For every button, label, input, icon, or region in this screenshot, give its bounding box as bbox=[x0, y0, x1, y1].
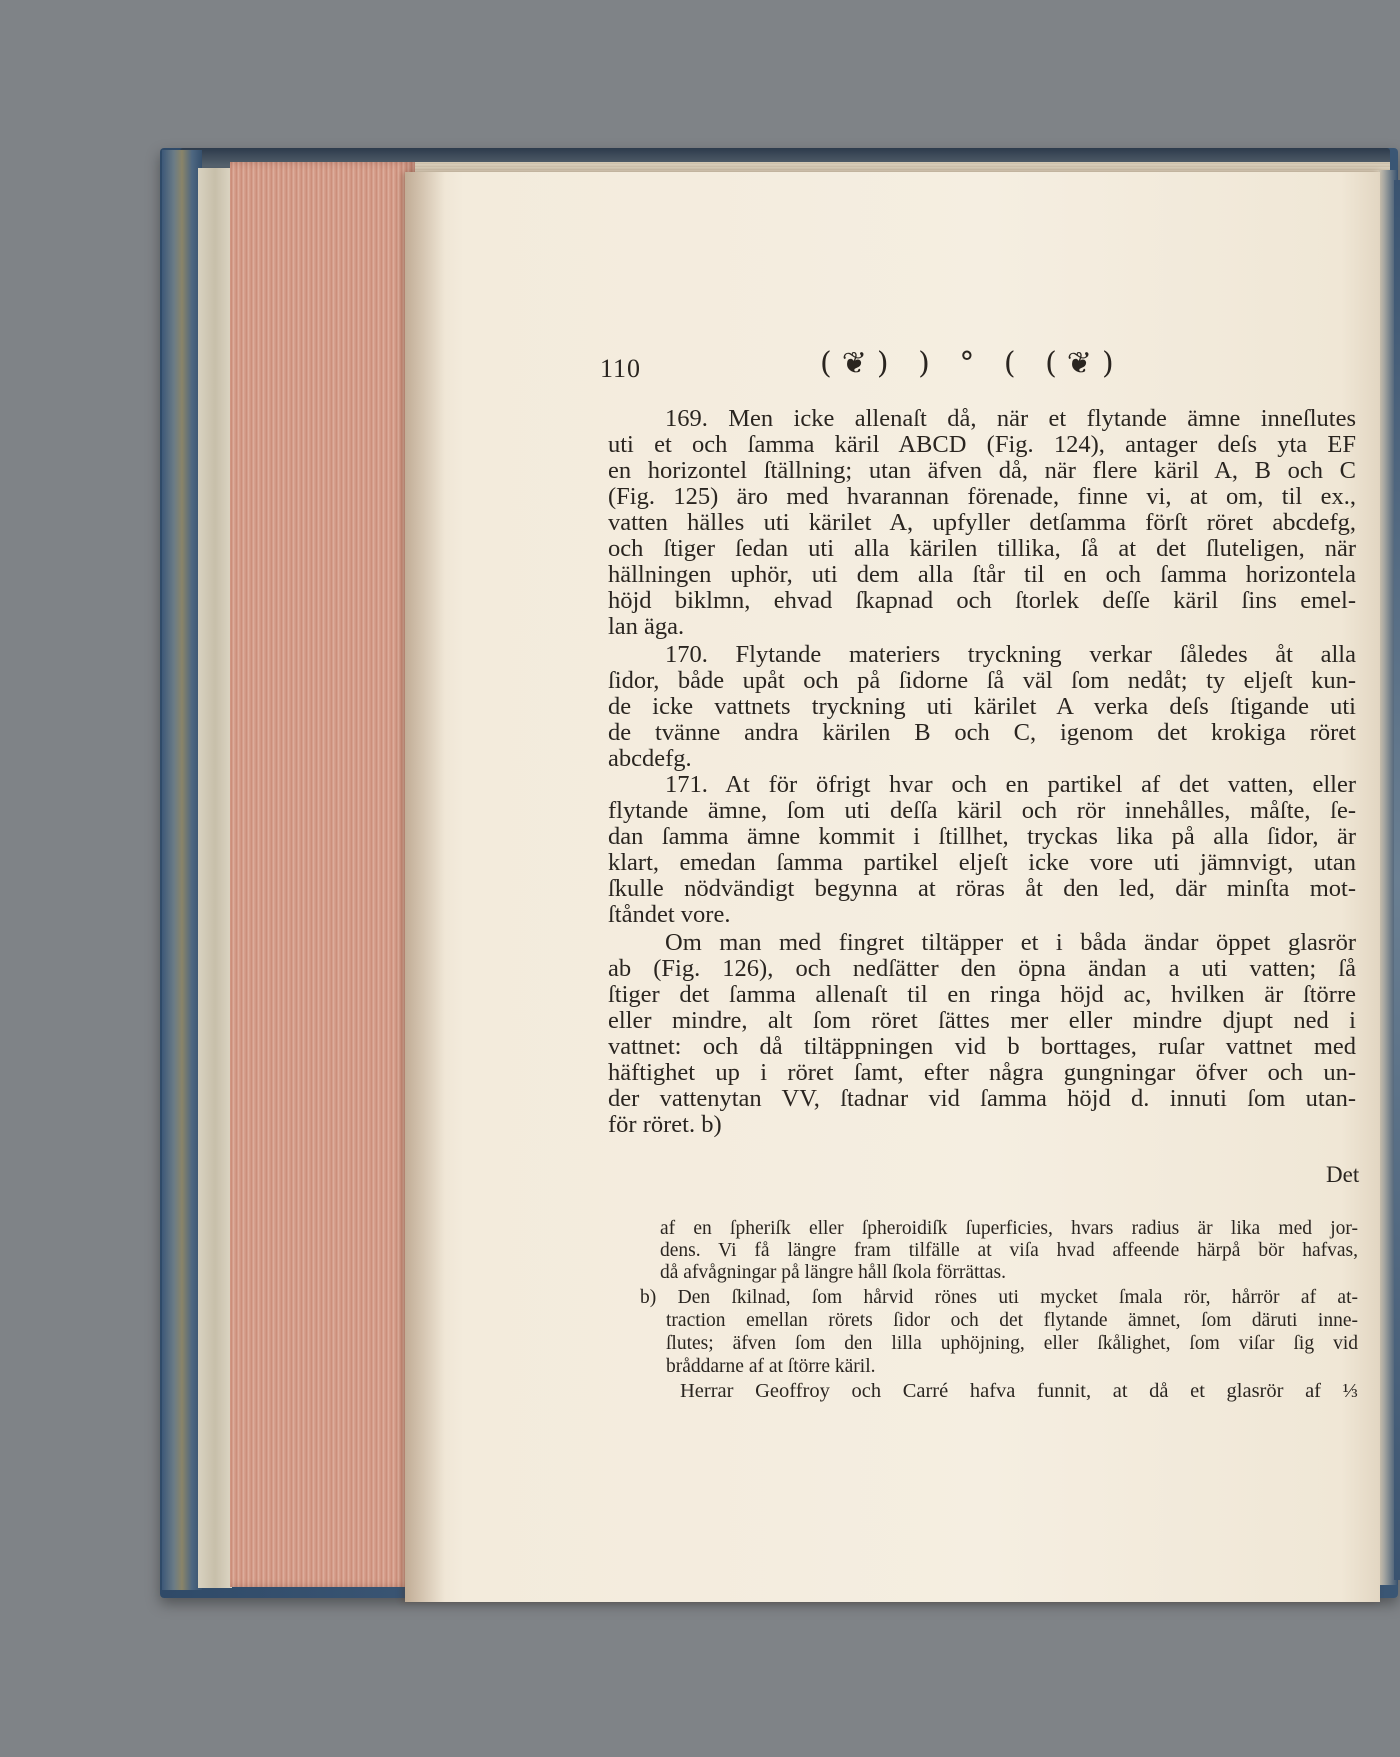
endpaper bbox=[198, 168, 232, 1588]
body-line: en horizontel ſtällning; utan äfven då, när flere käril A, B och C bbox=[608, 457, 1356, 484]
body-line: klart, emedan ſamma partikel eljeſt icke vore uti jämnvigt, utan bbox=[608, 849, 1356, 876]
page-number: 110 bbox=[600, 354, 642, 383]
catchword: Det bbox=[1326, 1162, 1360, 1187]
footnote-line: af en ſpheriſk eller ſpheroidiſk ſuperficies, hvars radius är lika med jor- bbox=[660, 1218, 1358, 1239]
body-line: 170. Flytande materiers tryckning verkar ſåledes åt alla bbox=[665, 641, 1356, 668]
footnote-line: ſlutes; äfven ſom den lilla uphöjning, eller ſkålighet, ſom viſar ſig vid bbox=[666, 1333, 1358, 1354]
footnote-line: bråddarne af at ſtörre käril. bbox=[666, 1356, 876, 1377]
body-line: de icke vattnets tryckning uti kärilet A verka deſs ſtigande uti bbox=[608, 693, 1356, 720]
body-line: ſidor, både upåt och på ſidorne ſå väl ſom nedåt; ty eljeſt kun- bbox=[608, 667, 1356, 694]
footnote-line: b) Den ſkilnad, ſom hårvid rönes uti mycket ſmala rör, hårrör af at- bbox=[640, 1287, 1358, 1308]
footnote-line: Herrar Geoffroy och Carré hafva funnit, at då et glasrör af ⅓ bbox=[680, 1380, 1358, 1402]
body-line: 169. Men icke allenaſt då, när et flytande ämne inneſlutes bbox=[665, 405, 1356, 432]
body-line: de tvänne andra kärilen B och C, igenom det krokiga röret bbox=[608, 719, 1356, 746]
cover-color-strip bbox=[1394, 180, 1400, 1580]
body-line: vattnet: och då tiltäppningen vid b borttages, ruſar vattnet med bbox=[608, 1033, 1356, 1060]
body-line: hällningen uphör, uti dem alla ſtår til en och ſamma horizontela bbox=[608, 561, 1356, 588]
body-line: (Fig. 125) äro med hvarannan förenade, finne vi, at om, til ex., bbox=[608, 483, 1356, 510]
body-line: för röret. b) bbox=[608, 1111, 722, 1138]
body-line: dan ſamma ämne kommit i ſtillhet, tryckas lika på alla ſidor, är bbox=[608, 823, 1356, 850]
footnote-line: traction emellan rörets ſidor och det flytande ämnet, ſom däruti inne- bbox=[666, 1310, 1358, 1331]
body-line: flytande ämne, ſom uti deſſa käril och rör innehålles, måſte, ſe- bbox=[608, 797, 1356, 824]
body-line: Om man med fingret tiltäpper et i båda ändar öppet glasrör bbox=[665, 929, 1356, 956]
body-line: ſtiger det ſamma allenaſt til en ringa höjd ac, hvilken är ſtörre bbox=[608, 981, 1356, 1008]
body-line: och ſtiger ſedan uti alla kärilen tillika, ſå at det ſluteligen, när bbox=[608, 535, 1356, 562]
body-line: ſkulle nödvändigt begynna at röras åt den led, där minſta mot- bbox=[608, 875, 1356, 902]
body-line: lan äga. bbox=[608, 613, 685, 640]
page-header bbox=[600, 346, 1160, 386]
gutter-shadow bbox=[405, 172, 445, 1602]
body-line: 171. At för öfrigt hvar och en partikel af det vatten, eller bbox=[665, 771, 1356, 798]
body-line: der vattenytan VV, ſtadnar vid ſamma höjd d. innuti ſom utan- bbox=[608, 1085, 1356, 1112]
body-line: ſtåndet vore. bbox=[608, 901, 731, 928]
footnote-line: dens. Vi få längre fram tilfälle at viſa hvad affeende härpå bör hafvas, bbox=[660, 1240, 1358, 1261]
footnote-line: då afvågningar på längre håll ſkola förrättas. bbox=[660, 1262, 1006, 1283]
body-line: ab (Fig. 126), och nedſätter den öpna ändan a uti vatten; ſå bbox=[608, 955, 1356, 982]
body-line: uti et och ſamma käril ABCD (Fig. 124), antager deſs yta EF bbox=[608, 431, 1356, 458]
body-line: vatten hälles uti kärilet A, upfyller detſamma förſt röret abcdefg, bbox=[608, 509, 1356, 536]
body-line: häftighet up i röret ſamt, efter några gungningar öfver och un- bbox=[608, 1059, 1356, 1086]
page-block-edges bbox=[230, 162, 415, 1587]
book-spine bbox=[162, 150, 202, 1590]
header-ornament: (❦) ) ° ( (❦) bbox=[820, 346, 1124, 381]
body-line: abcdefg. bbox=[608, 745, 692, 772]
body-line: eller mindre, alt ſom röret ſättes mer eller mindre djupt ned i bbox=[608, 1007, 1356, 1034]
body-line: höjd biklmn, ehvad ſkapnad och ſtorlek deſſe käril ſins emel- bbox=[608, 587, 1356, 614]
